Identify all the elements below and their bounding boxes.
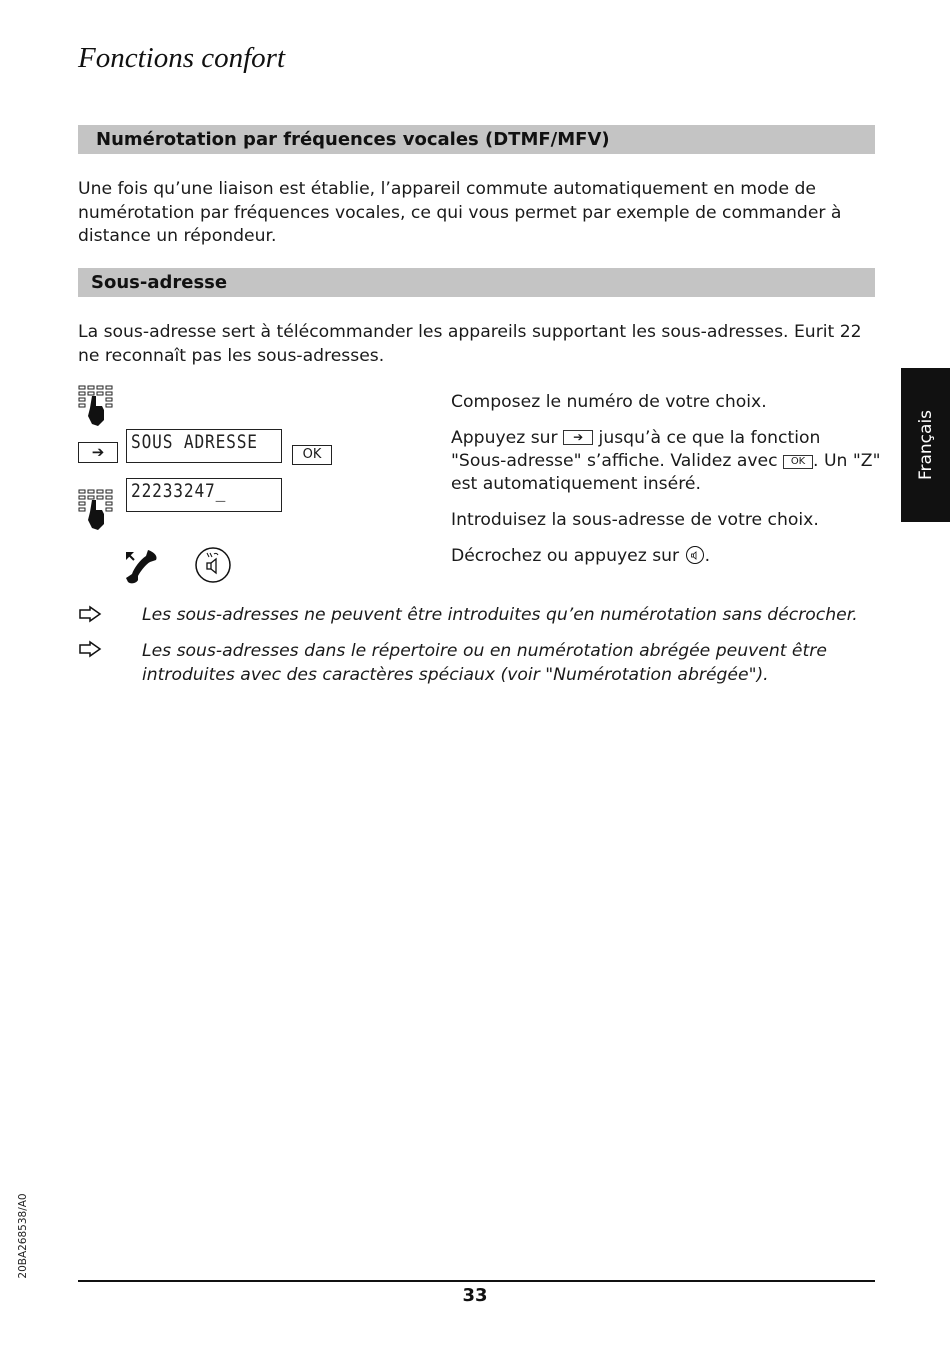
footer-divider	[78, 1280, 875, 1282]
handset-lift-icon	[122, 546, 162, 586]
section-heading-dtmf-text: Numérotation par fréquences vocales (DTMF/MFV)	[96, 129, 610, 150]
display-line-number	[126, 478, 282, 512]
section-heading-sous-adresse	[78, 268, 875, 297]
ok-key	[292, 445, 332, 465]
step-enter-text: Introduisez la sous-adresse de votre choix.	[451, 510, 819, 530]
section-heading-sous-adresse-text: Sous-adresse	[91, 272, 228, 293]
section-body-dtmf	[78, 178, 878, 249]
step-select-text-b: jusqu’à ce que la fonction "Sous-adresse" s’affiche. Validez avec	[451, 428, 821, 471]
step-pick-up	[451, 545, 881, 568]
note-2	[142, 640, 862, 687]
page-title: Fonctions confort	[78, 42, 286, 74]
step-pick-up-text-a: Décrochez ou appuyez sur	[451, 546, 685, 566]
hand-pointer-icon	[78, 605, 102, 623]
keypad-hand-icon	[78, 488, 118, 532]
language-tab-label: Français	[915, 409, 936, 481]
ok-key-label: OK	[302, 447, 322, 462]
display-text-number: 22233247_	[131, 480, 227, 502]
step-enter-subaddress	[451, 509, 881, 532]
step-pick-up-text-b: .	[704, 546, 711, 566]
arrow-key-inline-glyph: ➔	[573, 430, 584, 444]
section-heading-dtmf	[78, 125, 875, 154]
arrow-key	[78, 442, 118, 463]
note-2-text: Les sous-adresses dans le répertoire ou en numérotation abrégée peuvent être introduites avec des caractères spéciaux (voir "Numérotation abrégée").	[142, 641, 827, 685]
arrow-key-glyph: ➔	[91, 443, 105, 461]
language-tab	[901, 368, 950, 522]
note-1	[142, 604, 862, 628]
step-select-text-c: . Un "Z" est automatiquement inséré.	[451, 451, 881, 494]
step-compose-text: Composez le numéro de votre choix.	[451, 392, 767, 412]
arrow-key-inline	[563, 430, 593, 445]
step-select-text-a: Appuyez sur	[451, 428, 564, 448]
display-text-sous-adresse: SOUS ADRESSE	[131, 431, 258, 453]
ok-key-inline-label: OK	[790, 456, 806, 467]
speaker-key-icon	[194, 546, 232, 584]
keypad-hand-icon	[78, 384, 118, 428]
hand-pointer-icon	[78, 640, 102, 658]
note-1-text: Les sous-adresses ne peuvent être introduites qu’en numérotation sans décrocher.	[142, 605, 858, 625]
ok-key-inline	[783, 455, 813, 469]
section-body-sous-adresse	[78, 321, 878, 368]
display-line-sous-adresse	[126, 429, 282, 463]
document-code: 20BA268538/A0	[17, 1193, 29, 1279]
speaker-key-inline-icon	[685, 545, 705, 565]
step-compose	[451, 391, 881, 414]
page-number: 33	[462, 1285, 488, 1306]
sous-adresse-paragraph: La sous-adresse sert à télécommander les appareils supportant les sous-adresses. Eurit 22 ne reconnaît pas les sous-adresses.	[78, 322, 862, 366]
dtmf-paragraph: Une fois qu’une liaison est établie, l’appareil commute automatiquement en mode de numérotation par fréquences vocales, ce qui vous permet par exemple de commander à distance un répondeur.	[78, 179, 842, 246]
step-select-function	[451, 427, 881, 496]
